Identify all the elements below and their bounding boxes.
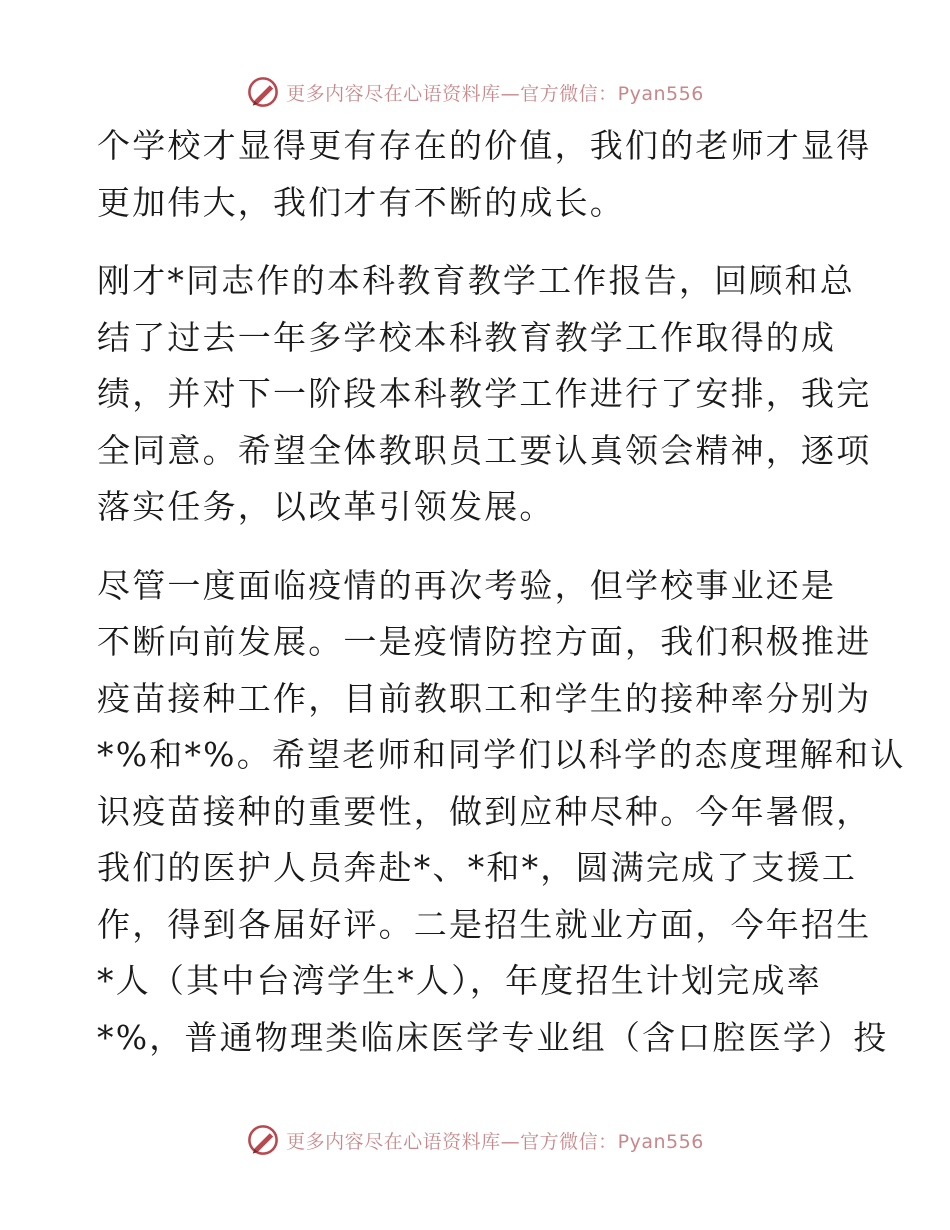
paragraph-1 — [97, 118, 872, 231]
text-line: 落实任务，以改革引领发展。 — [97, 487, 555, 526]
watermark-text: 更多内容尽在心语资料库—官方微信：Pyan556 — [286, 82, 704, 105]
footer-watermark — [0, 1120, 950, 1160]
text-line: 个学校才显得更有存在的价值，我们的老师才显得 — [97, 126, 872, 165]
pen-logo-icon — [246, 75, 280, 109]
text-line: 刚才*同志作的本科教育教学工作报告，回顾和总 — [97, 261, 855, 300]
header-watermark — [0, 72, 950, 112]
text-line: *%，普通物理类临床医学专业组（含口腔医学）投 — [97, 1017, 889, 1057]
text-line: 不断向前发展。一是疫情防控方面，我们积极推进 — [97, 622, 872, 661]
paragraph-3 — [97, 558, 906, 1067]
text-line: 疫苗接种工作，目前教职工和学生的接种率分别为 — [97, 678, 872, 718]
pen-logo-icon — [246, 1123, 280, 1157]
text-line: 绩，并对下一阶段本科教学工作进行了安排，我完 — [97, 374, 872, 413]
text-line: *人（其中台湾学生*人），年度招生计划完成率 — [97, 961, 822, 1000]
text-line: 作，得到各届好评。二是招生就业方面，今年招生 — [97, 904, 872, 944]
watermark-text: 更多内容尽在心语资料库—官方微信：Pyan556 — [286, 1130, 704, 1153]
text-line: 结了过去一年多学校本科教育教学工作取得的成 — [97, 317, 837, 357]
text-line: 全同意。希望全体教职员工要认真领会精神，逐项 — [97, 430, 872, 470]
paragraph-2 — [97, 253, 872, 536]
text-line: 我们的医护人员奔赴*、*和*，圆满完成了支援工 — [97, 848, 858, 887]
text-line: *%和*%。希望老师和同学们以科学的态度理解和认 — [97, 735, 906, 774]
text-line: 尽管一度面临疫情的再次考验，但学校事业还是 — [97, 565, 837, 605]
document-body — [97, 118, 906, 1088]
text-line: 识疫苗接种的重要性，做到应种尽种。今年暑假， — [97, 791, 872, 831]
text-line: 更加伟大，我们才有不断的成长。 — [97, 182, 625, 222]
